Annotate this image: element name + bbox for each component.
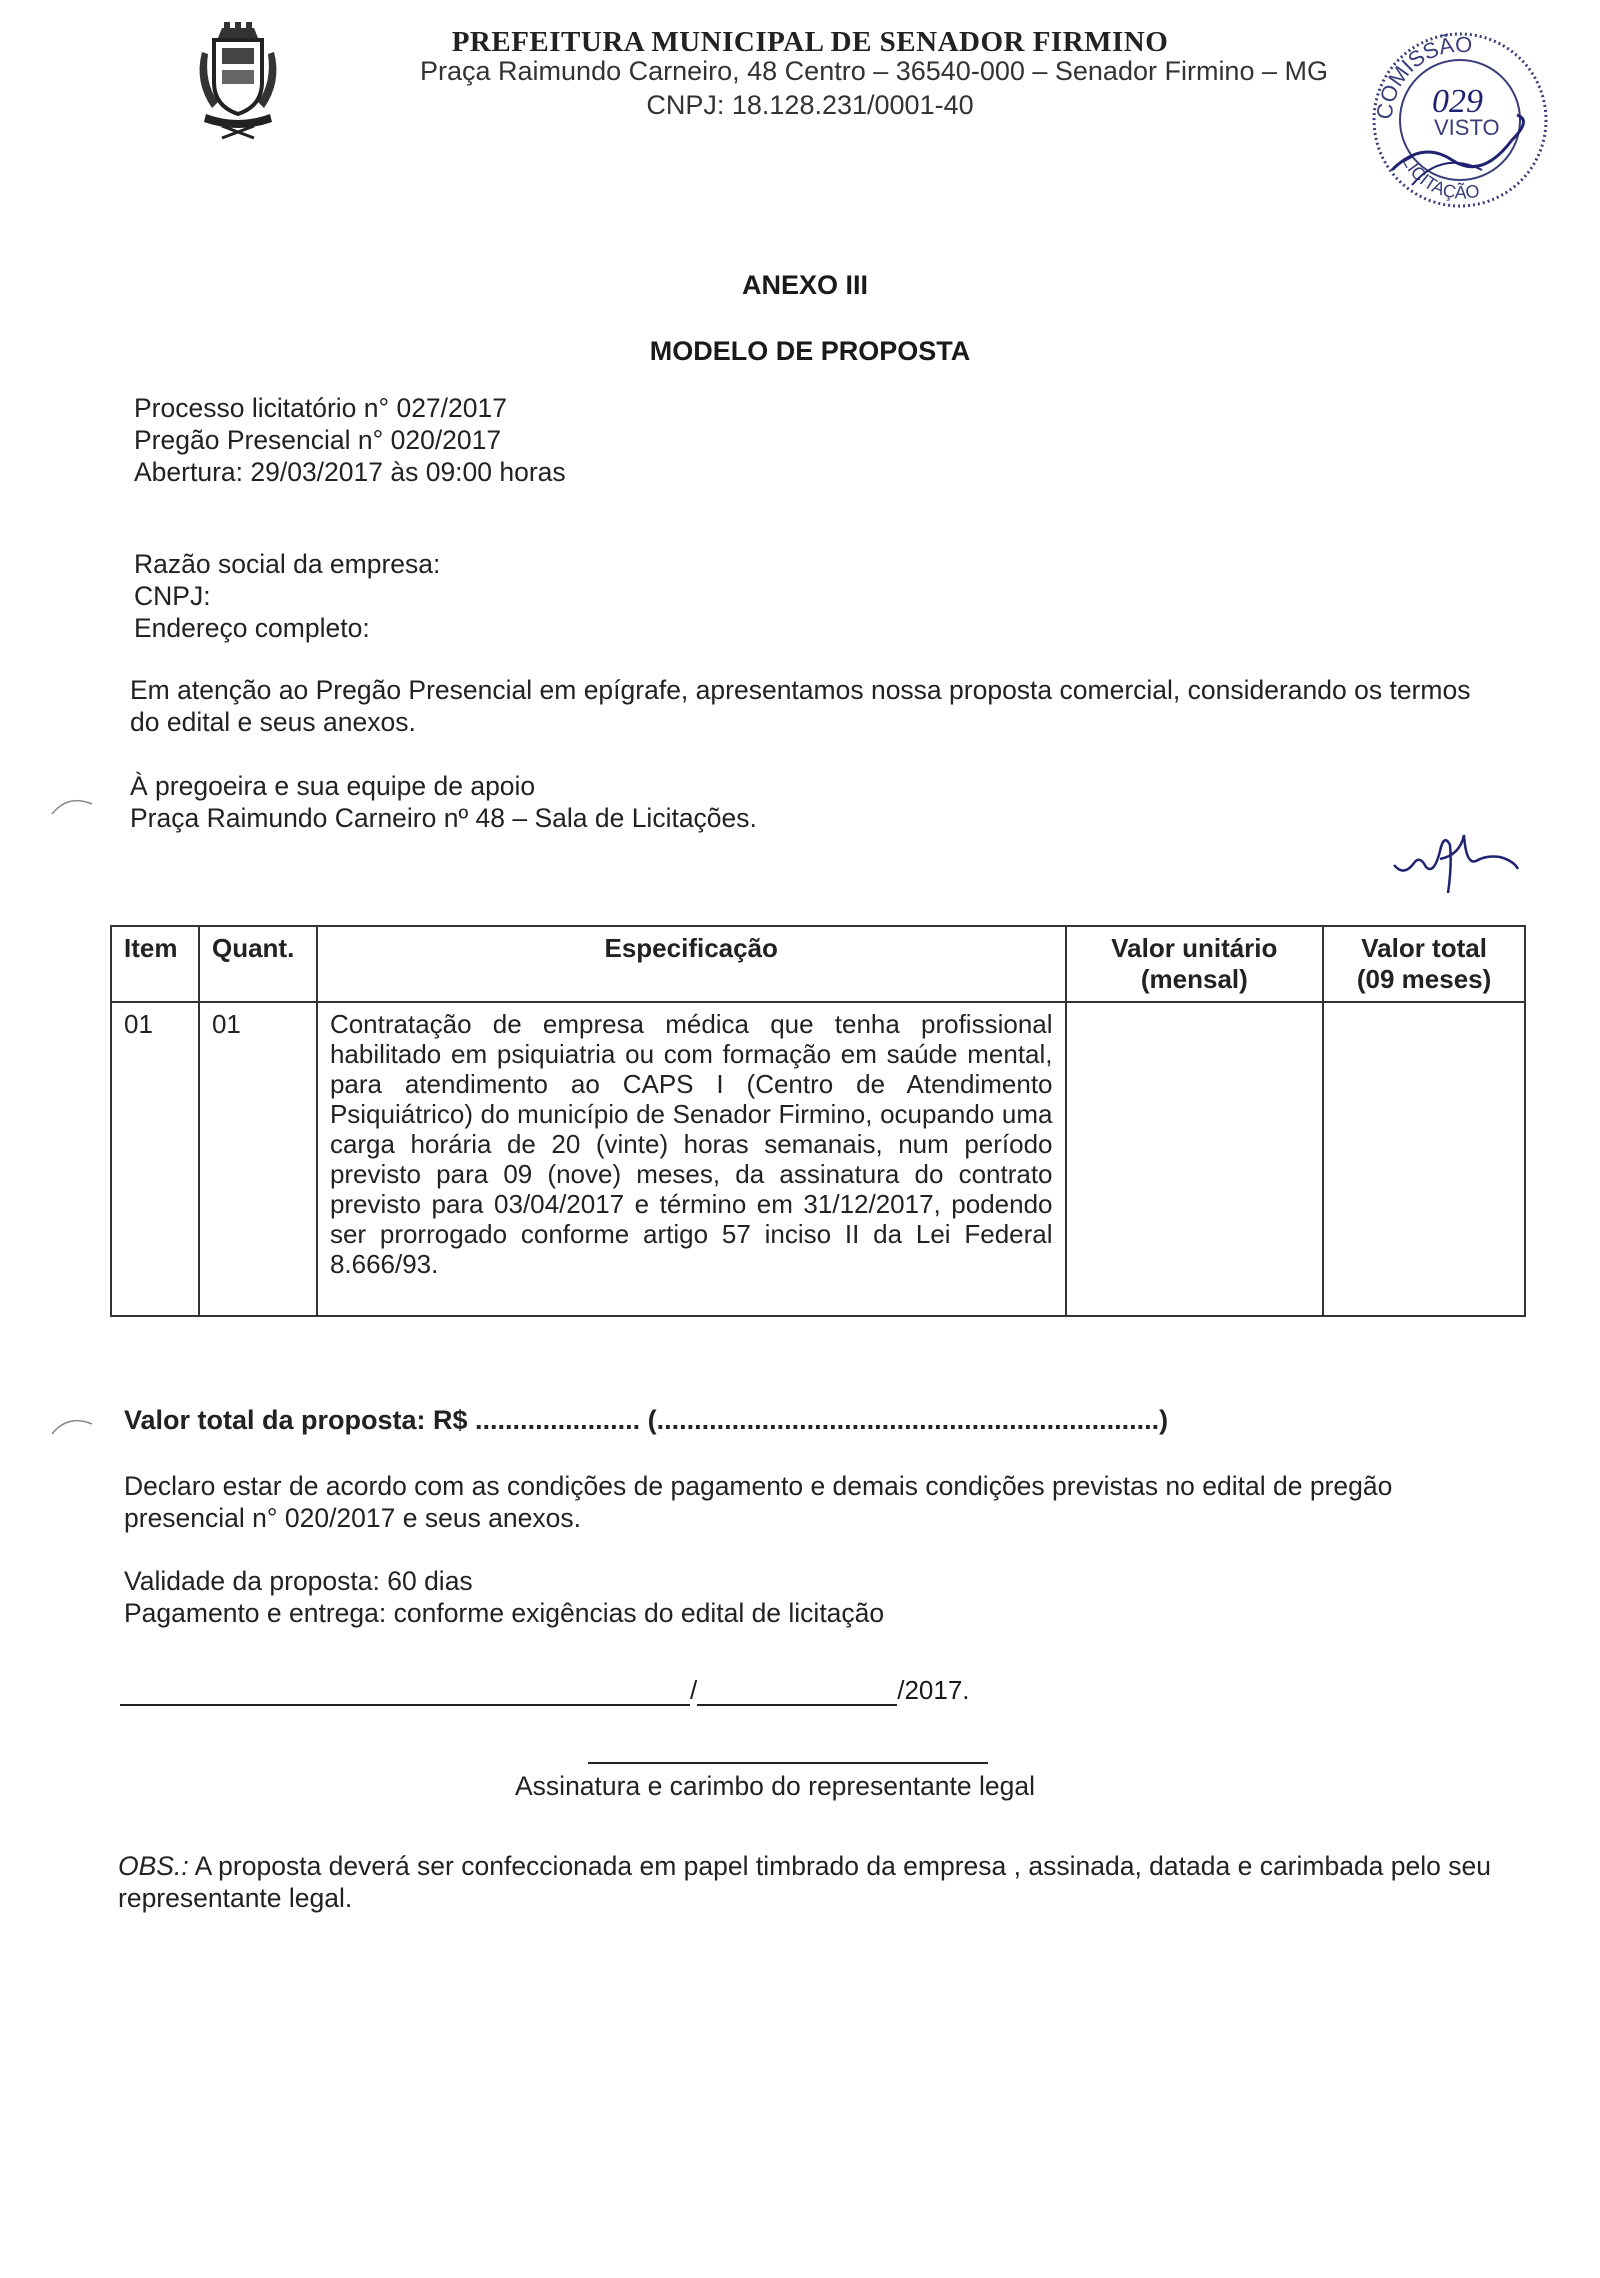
col-header-total-value-line2: (09 meses)	[1356, 964, 1492, 994]
addressee-line1: À pregoeira e sua equipe de apoio	[130, 771, 536, 801]
payment-line: Pagamento e entrega: conforme exigências do edital de licitação	[124, 1598, 885, 1628]
validity-block	[124, 1565, 884, 1629]
col-header-spec: Especificação	[317, 926, 1066, 1002]
date-line	[120, 1675, 970, 1706]
cell-spec: Contratação de empresa médica que tenha profissional habilitado em psiquiatria ou com formação em saúde mental, para atendimento ao CAPS I (Centro de Atendimento Psiquiátrico) do município de Senador Firmino, ocupando uma carga horária de 20 (vinte) horas semanais, num período previsto para 09 (nove) meses, da assinatura do contrato previsto para 03/04/2017 e término em 31/12/2017, podendo ser prorrogado conforme artigo 57 inciso II da Lei Federal 8.666/93.	[317, 1002, 1066, 1316]
observation-paragraph	[118, 1850, 1498, 1914]
stamp-bottom-text: LICITAÇÃO	[1398, 152, 1482, 203]
margin-mark	[48, 790, 98, 820]
validity-line: Validade da proposta: 60 dias	[124, 1566, 473, 1596]
commission-stamp	[1362, 20, 1557, 220]
cell-unit-value[interactable]	[1066, 1002, 1324, 1316]
org-cnpj: CNPJ: 18.128.231/0001-40	[646, 90, 974, 120]
company-address-label: Endereço completo:	[134, 613, 370, 643]
date-place-blank[interactable]	[120, 1680, 690, 1706]
signature-caption: Assinatura e carimbo do representante legal	[515, 1771, 1035, 1801]
col-header-total-value	[1323, 926, 1525, 1002]
company-info	[134, 548, 440, 644]
process-number: Processo licitatório n° 027/2017	[134, 393, 507, 423]
col-header-total-value-line1: Valor total	[1361, 933, 1487, 963]
pregao-number: Pregão Presencial n° 020/2017	[134, 425, 502, 455]
company-name-label: Razão social da empresa:	[134, 549, 441, 579]
addressee-block	[130, 770, 757, 834]
col-header-unit-value-line1: Valor unitário	[1111, 933, 1278, 963]
date-month-blank[interactable]	[697, 1680, 897, 1706]
cell-total-value[interactable]	[1323, 1002, 1525, 1316]
col-header-item: Item	[111, 926, 199, 1002]
col-header-unit-value	[1066, 926, 1324, 1002]
proposal-table	[110, 925, 1526, 1317]
col-header-unit-value-line2: (mensal)	[1140, 964, 1248, 994]
obs-text: A proposta deverá ser confeccionada em papel timbrado da empresa , assinada, datada e carimbada pelo seu representante legal.	[118, 1851, 1491, 1913]
signature-line[interactable]	[588, 1762, 988, 1764]
annex-title: ANEXO III	[741, 270, 869, 300]
margin-mark	[48, 1410, 98, 1440]
col-header-quant: Quant.	[199, 926, 317, 1002]
company-cnpj-label: CNPJ:	[134, 581, 211, 611]
obs-label: OBS.:	[118, 1851, 189, 1881]
stamp-top-text: COMISSÃO	[1371, 31, 1473, 121]
addressee-line2: Praça Raimundo Carneiro nº 48 – Sala de Licitações.	[130, 803, 757, 833]
cell-quant: 01	[199, 1002, 317, 1316]
process-info	[134, 392, 566, 488]
date-year: /2017.	[897, 1675, 970, 1705]
proposal-total-line: Valor total da proposta: R$ ...................... (...................................................................)	[124, 1405, 1169, 1435]
org-name: PREFEITURA MUNICIPAL DE SENADOR FIRMINO	[451, 26, 1169, 58]
table-header-row	[111, 926, 1525, 1002]
svg-text:LICITAÇÃO	[1398, 152, 1481, 202]
opening-date: Abertura: 29/03/2017 às 09:00 horas	[134, 457, 566, 487]
stamp-visto-text: VISTO	[1434, 115, 1500, 140]
stamp-number: 029	[1432, 83, 1483, 120]
handwritten-initials-signature	[1390, 815, 1530, 895]
model-title: MODELO DE PROPOSTA	[649, 336, 971, 366]
declaration-paragraph: Declaro estar de acordo com as condições de pagamento e demais condições previstas no edital de pregão presencial n° 020/2017 e seus anexos.	[124, 1471, 1393, 1533]
org-address: Praça Raimundo Carneiro, 48 Centro – 36540-000 – Senador Firmino – MG	[420, 56, 1328, 86]
intro-paragraph: Em atenção ao Pregão Presencial em epígrafe, apresentamos nossa proposta comercial, considerando os termos do edital e seus anexos.	[130, 675, 1471, 737]
cell-item: 01	[111, 1002, 199, 1316]
table-row	[111, 1002, 1525, 1316]
municipal-crest-icon	[192, 22, 284, 140]
date-separator: /	[690, 1675, 698, 1705]
